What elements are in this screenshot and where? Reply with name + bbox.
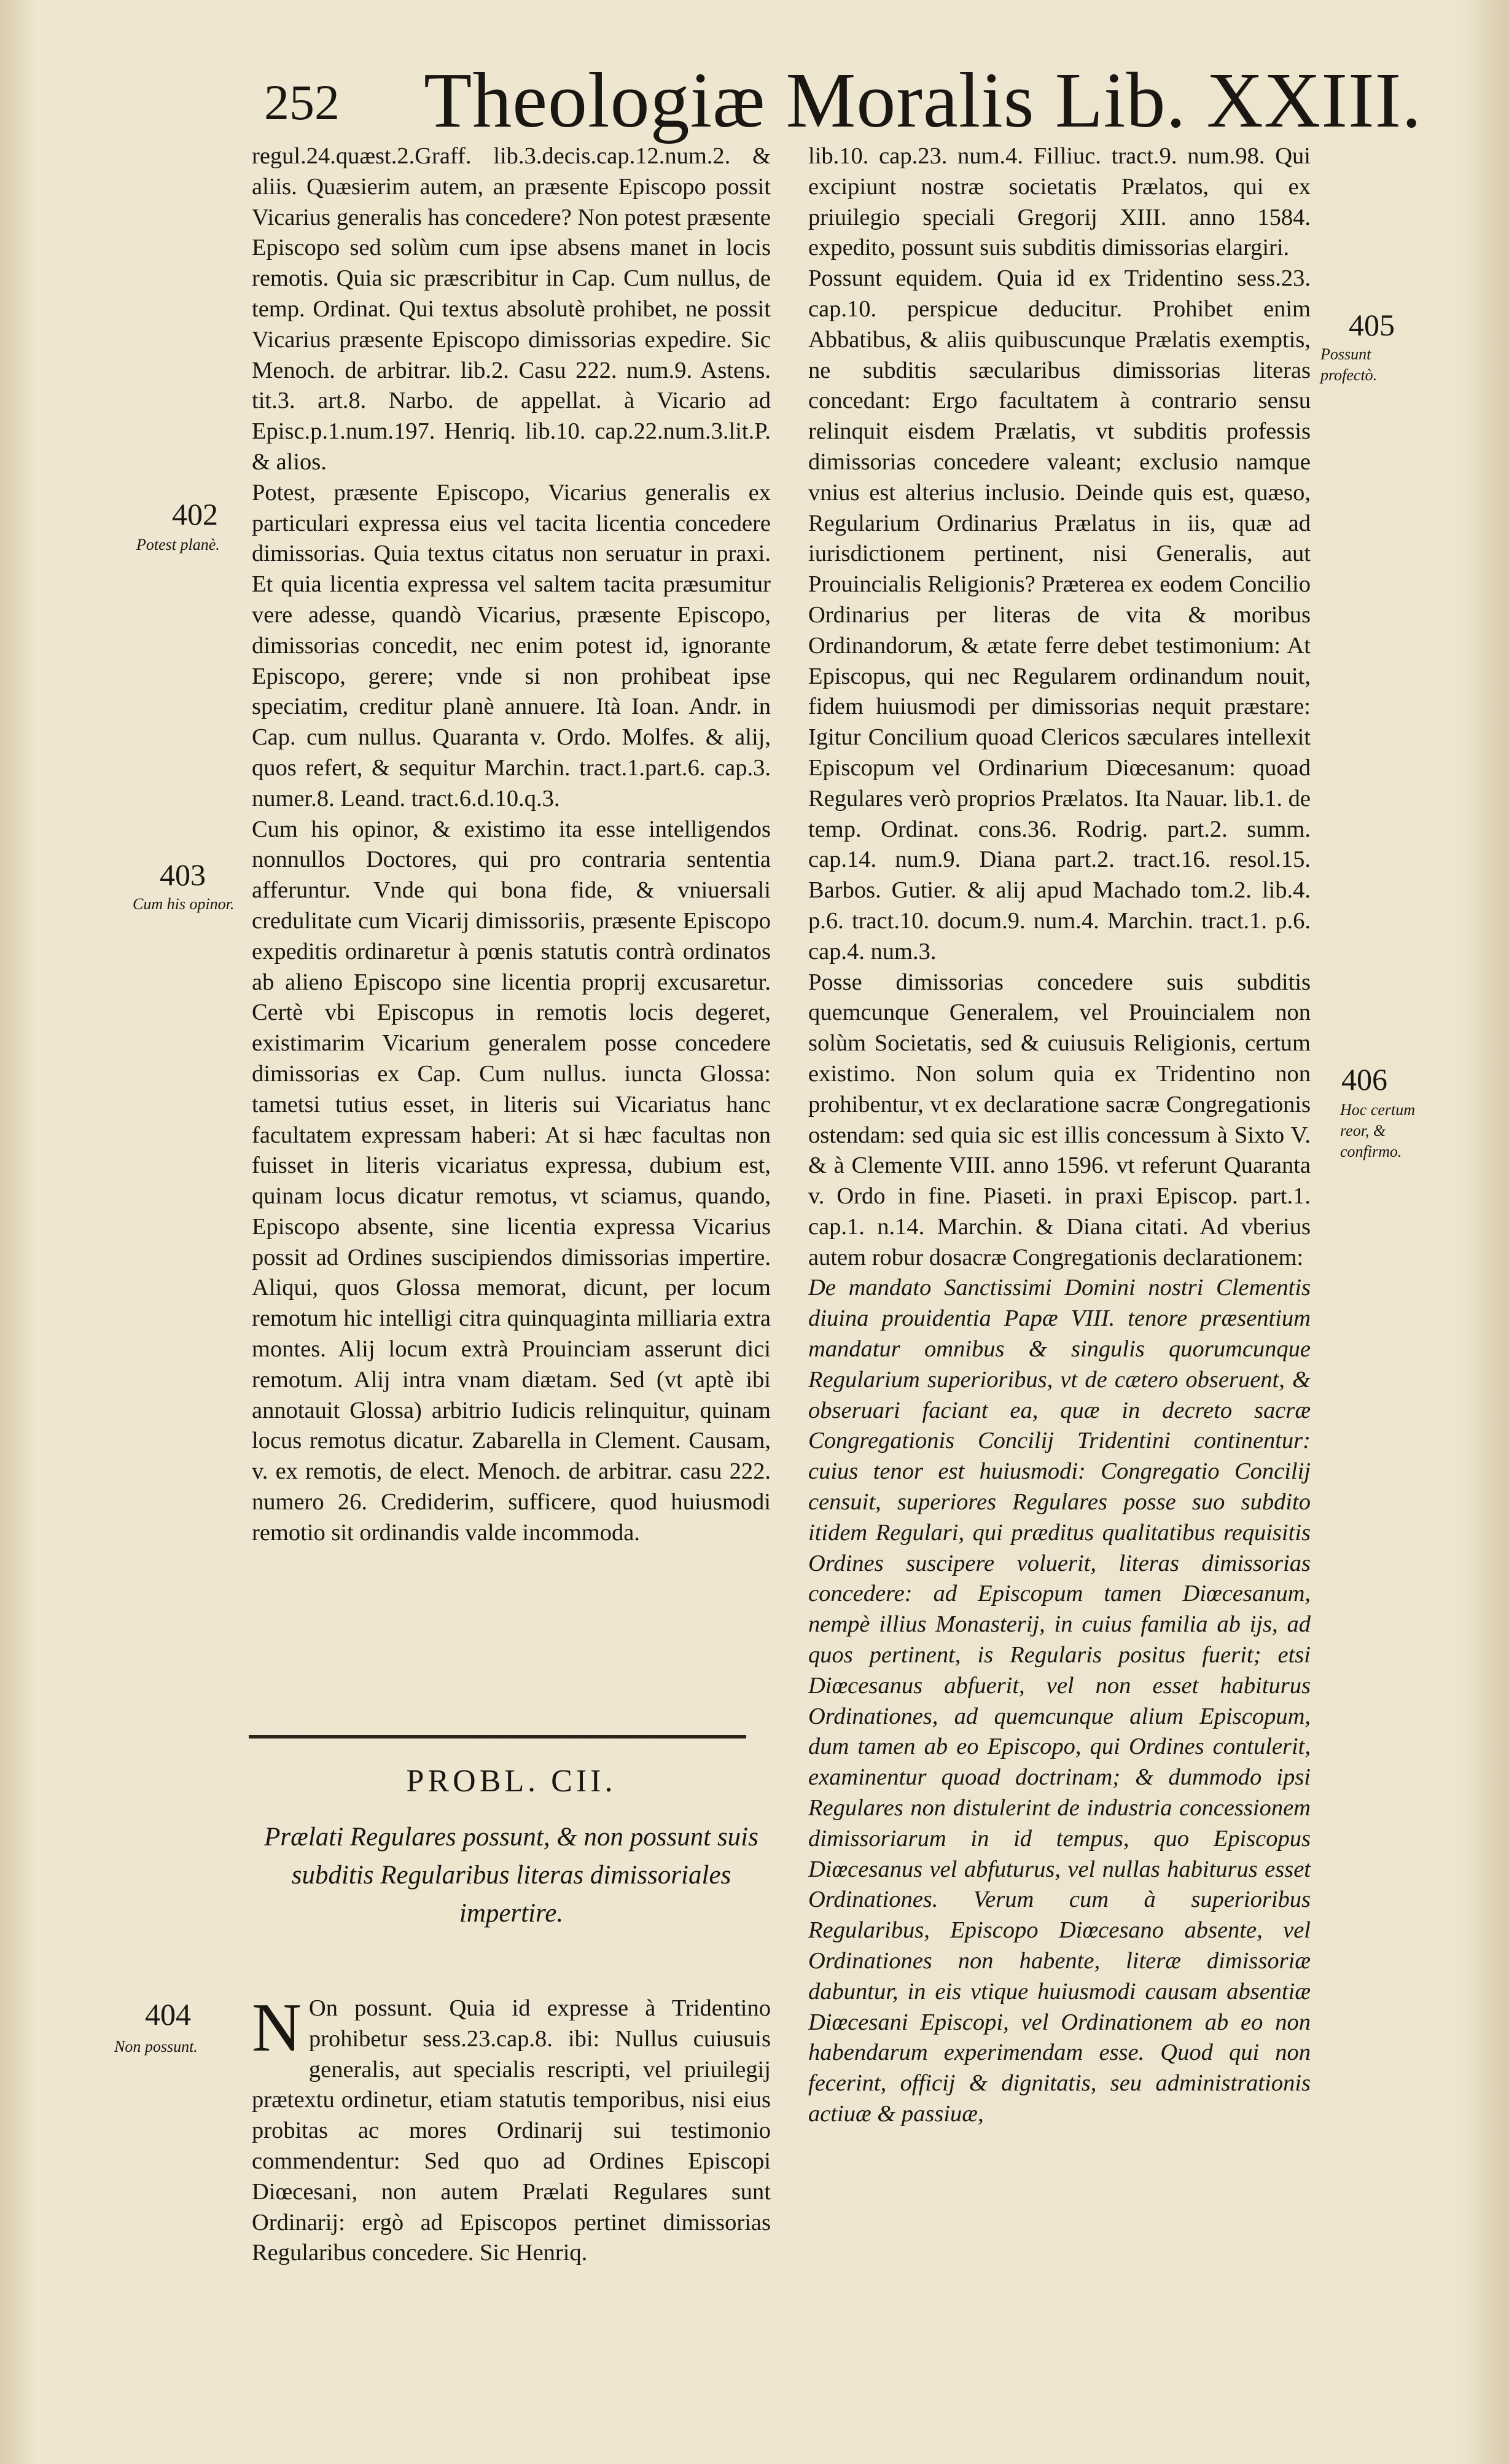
margin-number-405: 405 xyxy=(1349,308,1395,342)
paragraph-405: Possunt equidem. Quia id ex Tridentino sess.23. cap.10. perspicue deducitur. Prohibet enim Abbatibus, & aliis quibuscunque Prælatis exemptis, ne subditis sæcularibus dimissorias literas concedant: Ergo facultatem à contrario sensu relinquit eisdem Prælatis, vt subditis professis dimissorias concedere valeant; exclusio namque vnius est alterius inclusio. Deinde quis est, quæso, Regularium Ordinarius Prælatus in iis, quæ ad iurisdictionem pertinent, nisi Generalis, aut Prouincialis Religionis? Præterea ex eodem Concilio Ordinarius per literas de vita & moribus Ordinandorum, & ætate ferre debet testimonium: At Episcopus, qui nec Regularem ordinandum nouit, fidem huiusmodi per dimissorias nequit præstare: Igitur Concilium quoad Clericos sæculares intellexit Episcopum vel Ordinarium Diœcesanum: quoad Regulares verò proprios Prælatos. Ita Nauar. lib.1. de temp. Ordinat. cons.36. Rodrig. part.2. summ. cap.14. num.9. Diana part.2. tract.16. resol.15. Barbos. Gutier. & alij apud Machado tom.2. lib.4. p.6. tract.10. docum.9. num.4. Marchin. tract.1. p.6. cap.4. num.3. xyxy=(808,265,1311,964)
paragraph-404 xyxy=(252,1990,771,2269)
paragraph-404-text: On possunt. Quia id expresse à Tridentino prohibetur sess.23.cap.8. ibi: Nullus cuiusuis generalis, aut specialis rescripti, vel priuilegij prætextu ordinetur, etiam statutis temporibus, nisi eius probitas ac mores Ordinarij sui testimonio commendentur: Sed quo ad Ordines Episcopi Diœcesani, non autem Prælati Regulares sunt Ordinarij: ergò ad Episcopos pertinet dimissorias Regularibus concedere. Sic Henriq. xyxy=(252,1995,771,2266)
margin-note-404: Non possunt. xyxy=(114,2038,198,2055)
page-header xyxy=(264,55,1422,144)
problem-title: Prælati Regulares possunt, & non possunt suis subditis Regularibus literas dimissoriales impertire. xyxy=(264,1823,758,1928)
paragraph-406: Posse dimissorias concedere suis subditis quemcunque Generalem, vel Prouincialem non solùm Societatis, sed & cuiusuis Religionis, certum existimo. Non solum quia ex Tridentino non prohibentur, vt ex declaratione sacræ Congregationis ostendam: sed quia sic est illis concessum à Sixto V. & à Clemente VIII. anno 1596. vt referunt Quaranta v. Ordo in fine. Piaseti. in praxi Episcop. part.1. cap.1. n.14. Marchin. & Diana citati. Ad vberius autem robur dosacræ Congregationis declarationem: xyxy=(808,969,1311,1270)
margin-note-405: Possunt profectò. xyxy=(1320,345,1378,384)
margin-number-403: 403 xyxy=(160,858,206,892)
paragraph-402: Potest, præsente Episcopo, Vicarius generalis ex particulari expressa eius vel tacita licentia concedere dimissorias. Quia textus citatus non seruatur in praxi. Et quia licentia expressa vel saltem tacita præsumitur vere adesse, quandò Vicarius, præsente Episcopo, dimissorias concedit, nec enim potest id, ignorante Episcopo, gerere; vnde si non prohibeat ipse speciatim, creditur planè annuere. Ità Ioan. Andr. in Cap. cum nullus. Quaranta v. Ordo. Molfes. & alij, quos refert, & sequitur Marchin. tract.1.part.6. cap.3. numer.8. Leand. tract.6.d.10.q.3. xyxy=(252,479,771,812)
paragraph-continued-right: lib.10. cap.23. num.4. Filliuc. tract.9. num.98. Qui excipiunt nostræ societatis Prælatos, qui ex priuilegio speciali Gregorij XIII. anno 1584. expedito, possunt suis subditis dimissorias elargiri. xyxy=(808,143,1311,261)
page-number: 252 xyxy=(264,74,340,130)
left-column-bottom xyxy=(252,1990,771,2269)
section-divider xyxy=(249,1735,746,1738)
margin-number-406: 406 xyxy=(1341,1062,1387,1097)
paragraph-continued: regul.24.quæst.2.Graff. lib.3.decis.cap.12.num.2. & aliis. Quæsierim autem, an præsente Episcopo possit Vicarius generalis has concedere? Non potest præsente Episcopo sed solùm cum ipse absens manet in locis remotis. Quia sic præscribitur in Cap. Cum nullus, de temp. Ordinat. Qui textus absolutè prohibet, ne possit Vicarius præsente Episcopo dimissorias expedire. Sic Menoch. de arbitrar. lib.2. Casu 222. num.9. Astens. tit.3. art.8. Narbo. de appellat. à Vicario ad Episc.p.1.num.197. Henriq. lib.10. cap.22.num.3.lit.P. & alios. xyxy=(252,143,771,475)
right-column xyxy=(808,141,1311,2130)
left-column xyxy=(252,141,771,1549)
paragraph-403: Cum his opinor, & existimo ita esse intelligendos nonnullos Doctores, qui pro contraria sententia afferuntur. Vnde qui bona fide, & vniuersali credulitate cum Vicarij dimissoriis, præsente Episcopo expeditis ordinaretur à pœnis statutis contrà ordinatos ab alieno Episcopo sine licentia proprij excusaretur. Certè vbi Episcopus in remotis locis degeret, existimarim Vicarium generalem posse concedere dimissorias ex Cap. Cum nullus. iuncta Glossa: tametsi tutius esset, in literis sui Vicariatus hanc facultatem expressam haberi: At si hæc facultas non fuisset in literis vicariatus expressa, dubium est, quinam locus dicatur remotus, vt sciamus, quando, Episcopo absente, sine licentia expressa Vicarius possit ad Ordines suscipiendos dimissorias impertire. Aliqui, quos Glossa memorat, dicunt, per locum remotum hic intelligi citra quinquaginta milliaria extra montes. Alij locum extrà Prouinciam asserunt dici remotum. Alij intra vnam diætam. Sed (vt aptè ibi annotauit Glossa) arbitrio Iudicis relinquitur, quinam locus remotus dicatur. Zabarella in Clement. Causam, v. ex remotis, de elect. Menoch. de arbitrar. casu 222. numero 26. Crediderim, sufficere, quod huiusmodi remotio sit ordinandis valde incommoda. xyxy=(252,816,771,1546)
margin-number-402: 402 xyxy=(172,497,218,531)
decree-quotation: De mandato Sanctissimi Domini nostri Clementis diuina prouidentia Papæ VIII. tenore præsentium mandatur omnibus & singulis quorumcunque Regularium superioribus, vt de cætero obseruent, & obseruari faciant ea, quæ in decreto sacræ Congregationis Concilij Tridentini continentur: cuius tenor est huiusmodi: Congregatio Concilij censuit, superiores Regulares posse suo subdito itidem Regulari, qui præditus qualitatibus requisitis Ordines suscipere voluerit, literas dimissorias concedere: ad Episcopum tamen Diœcesanum, nempè illius Monasterij, in cuius familia ab ijs, ad quos pertinent, is Regularis positus fuerit; etsi Diœcesanus abfuerit, vel non esset habiturus Ordinationes, ad quemcunque alium Episcopum, dum tamen ab eo Episcopo, qui Ordines contulerit, examinentur quoad doctrinam; & dummodo ipsi Regulares non distulerint de industria concessionem dimissoriarum in id tempus, quo Episcopus Diœcesanus vel abfuturus, vel nullas habiturus esset Ordinationes. Verum cum à superioribus Regularibus, Episcopo Diœcesano absente, vel Ordinationes non habente, literæ dimissoriæ dabuntur, in eis vtique huiusmodi causam absentiæ Diœcesani Episcopi, vel Ordinationem ab eo non habendarum experimendam esse. Quod qui non fecerint, officij & dignitatis, seu administrationis actiuæ & passiuæ, xyxy=(808,1275,1311,2127)
margin-number-404: 404 xyxy=(145,1997,191,2032)
margin-note-406: Hoc certum reor, & confirmo. xyxy=(1340,1101,1416,1160)
drop-cap: N xyxy=(252,1990,302,2066)
running-title: Theologiæ Moralis Lib. XXIII. xyxy=(424,57,1422,144)
margin-note-402: Potest planè. xyxy=(136,536,220,553)
problem-heading: PROBL. CII. xyxy=(406,1764,617,1799)
margin-note-403: Cum his opinor. xyxy=(133,895,235,913)
